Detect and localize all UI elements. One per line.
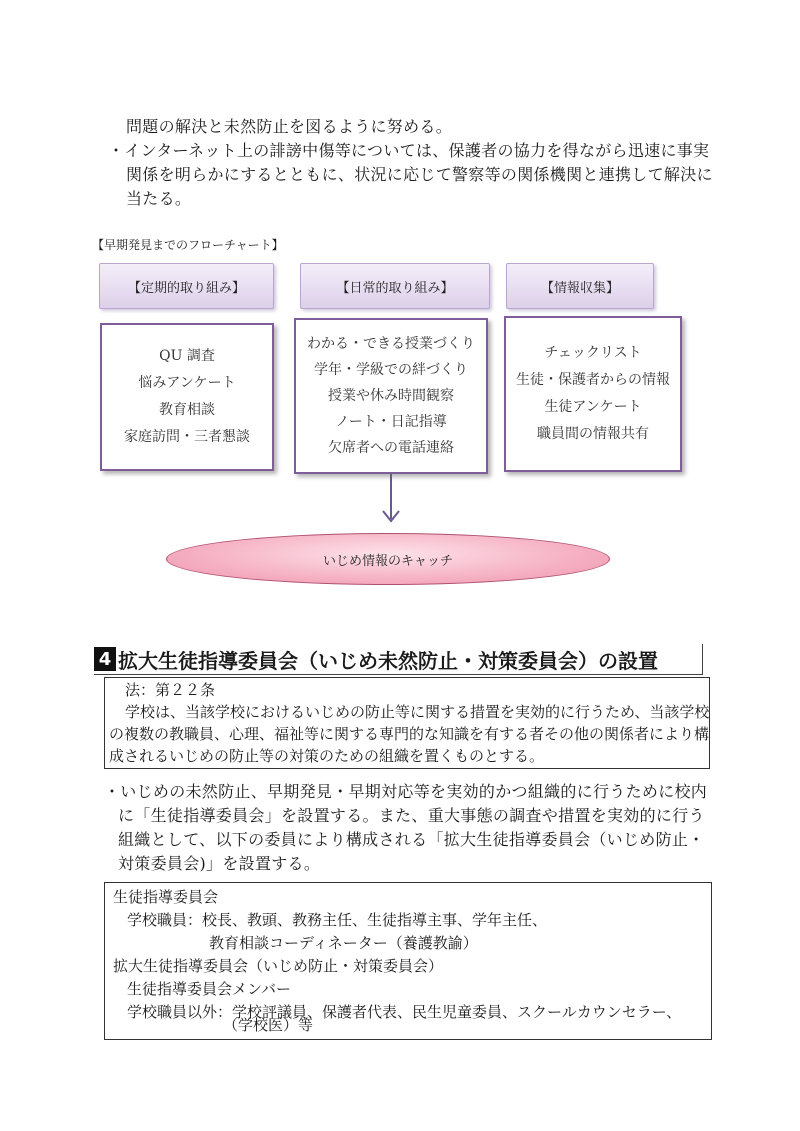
list-item: 悩みアンケート: [138, 375, 236, 391]
list-item: 職員間の情報共有: [537, 426, 649, 442]
intro-line: ・インターネット上の誹謗中傷等については、保護者の協力を得ながら迅速に事実: [108, 141, 710, 160]
header-label: 【情報収集】: [540, 280, 619, 296]
body-line: 対策委員会)」を設置する。: [118, 854, 321, 873]
member-line: 拡大生徒指導委員会（いじめ防止・対策委員会）: [113, 957, 444, 975]
header-information-gathering: [506, 263, 654, 309]
list-item: 教育相談: [159, 402, 215, 418]
list-item: QU 調査: [159, 348, 215, 364]
section-title: 拡大生徒指導委員会（いじめ未然防止・対策委員会）の設置: [118, 648, 658, 673]
member-line: 生徒指導委員会: [113, 888, 219, 906]
daily-efforts-box: [294, 318, 488, 474]
member-line: 学校職員以外：学校評議員、保護者代表、民生児童委員、スクールカウンセラー、: [127, 1003, 682, 1021]
ellipse-label: いじめ情報のキャッチ: [322, 553, 453, 569]
list-item: ノート・日記指導: [335, 414, 447, 430]
header-daily-efforts: [300, 263, 490, 309]
list-item: わかる・できる授業づくり: [307, 336, 475, 352]
body-line: 組織として、以下の委員により構成される「拡大生徒指導委員会（いじめ防止・: [118, 830, 705, 849]
information-gathering-box: [504, 316, 682, 472]
intro-line: 問題の解決と未然防止を図るように努める。: [126, 117, 453, 136]
section-number: 4: [94, 647, 116, 671]
header-label: 【日常的取り組み】: [336, 280, 454, 296]
body-line: に「生徒指導委員会」を設置する。また、重大事態の調査や措置を実効的に行う: [118, 806, 705, 825]
list-item: 欠席者への電話連絡: [328, 440, 454, 456]
intro-line: 当たる。: [126, 189, 192, 208]
law-line: 学校は、当該学校におけるいじめの防止等に関する措置を実効的に行うため、当該学校: [125, 703, 710, 721]
regular-efforts-box: [100, 323, 274, 471]
member-line: 教育相談コーディネーター（養護教諭）: [209, 934, 478, 952]
list-item: 授業や休み時間観察: [328, 388, 454, 404]
list-item: 生徒アンケート: [544, 399, 642, 415]
header-label: 【定期的取り組み】: [127, 280, 245, 296]
members-box: [104, 882, 712, 1040]
bullying-info-catch-ellipse: [166, 533, 610, 585]
member-line: （学校医）等: [223, 1016, 314, 1034]
law-line: の複数の教職員、心理、福祉等に関する専門的な知識を有する者その他の関係者により構: [109, 725, 710, 743]
flowchart-caption: 【早期発見までのフローチャート】: [92, 238, 284, 252]
down-arrow-icon: [380, 473, 402, 527]
body-line: ・いじめの未然防止、早期発見・早期対応等を実効的かつ組織的に行うために校内: [104, 782, 708, 801]
list-item: チェックリスト: [544, 345, 642, 361]
list-item: 生徒・保護者からの情報: [516, 372, 670, 388]
list-item: 家庭訪問・三者懇談: [124, 429, 250, 445]
list-item: 学年・学級での絆づくり: [314, 362, 468, 378]
member-line: 生徒指導委員会メンバー: [127, 980, 291, 998]
law-line: 成されるいじめの防止等の対策のための組織を置くものとする。: [109, 747, 545, 765]
law-article: 法：第２２条: [125, 681, 216, 699]
intro-line: 関係を明らかにするとともに、状況に応じて警察等の関係機関と連携して解決に: [126, 165, 713, 184]
header-regular-efforts: [99, 263, 274, 309]
section-heading: [94, 644, 703, 675]
member-line: 学校職員：校長、教頭、教務主任、生徒指導主事、学年主任、: [127, 911, 548, 929]
law-box: [104, 677, 710, 769]
